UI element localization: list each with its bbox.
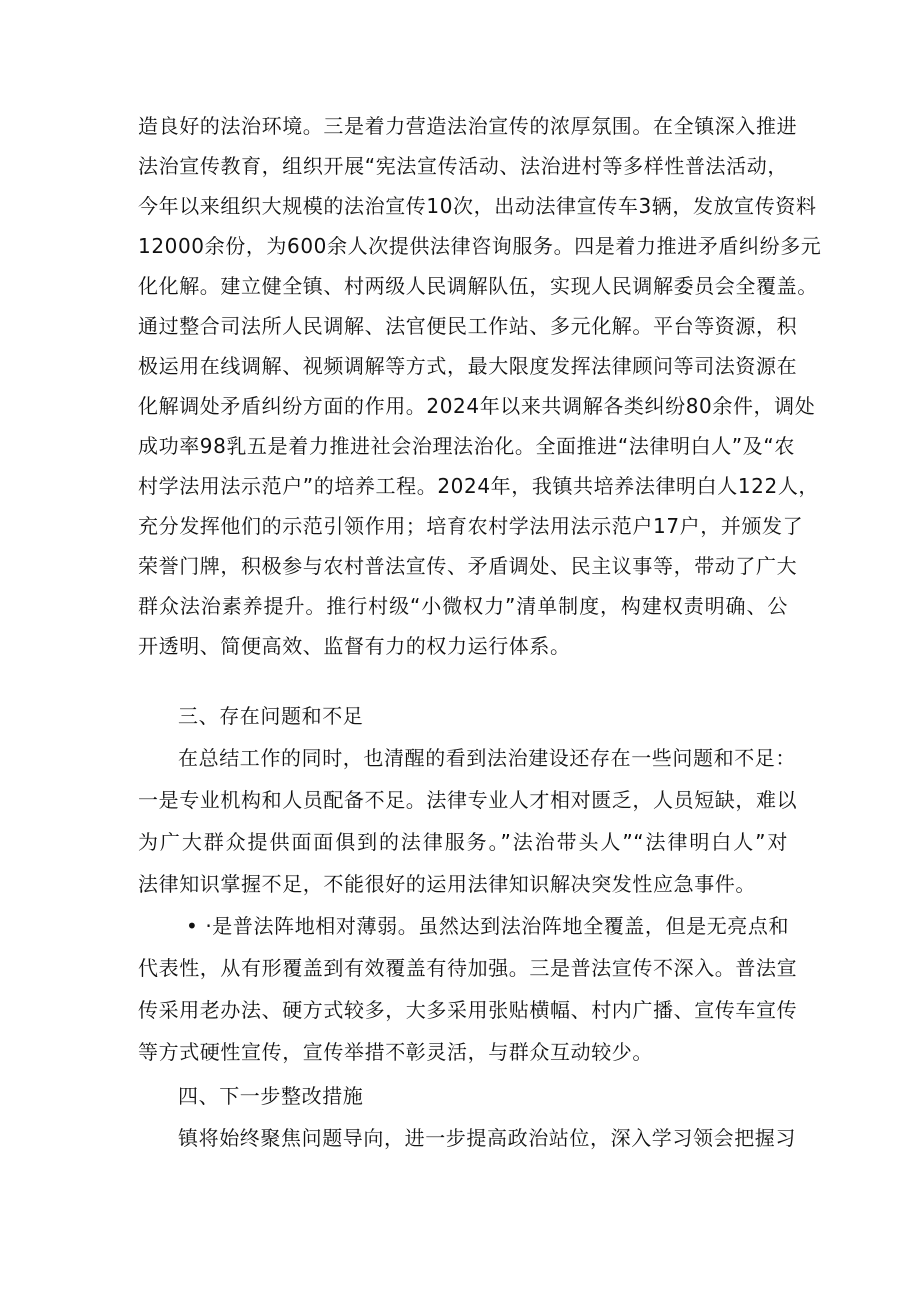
body-text-line: 法治宣传教育，组织开展“宪法宣传活动、法治进村等多样性普法活动， <box>138 154 788 178</box>
body-text-line: 为广大群众提供面面俱到的法律服务。”法治带头人”“法律明白人”对 <box>138 830 788 854</box>
body-text-line: 等方式硬性宣传，宣传举措不彰灵活，与群众互动较少。 <box>138 1040 653 1064</box>
body-text-line: 化解调处矛盾纠纷方面的作用。2024年以来共调解各类纠纷80余件，调处 <box>138 394 816 418</box>
body-text-line: 成功率98乳五是着力推进社会治理法治化。全面推进“法律明白人”及“农 <box>138 434 795 458</box>
body-text-line: 镇将始终聚焦问题导向，进一步提高政治站位，深入学习领会把握习 <box>178 1126 796 1150</box>
section-heading-4: 四、下一步整改措施 <box>178 1084 364 1108</box>
body-text-line: 极运用在线调解、视频调解等方式，最大限度发挥法律顾问等司法资源在 <box>138 354 798 378</box>
body-text-line: 今年以来组织大规模的法治宣传10次，出动法律宣传车3辆，发放宣传资料 <box>138 194 817 218</box>
body-text-line: 造良好的法治环境。三是着力营造法治宣传的浓厚氛围。在全镇深入推进 <box>138 114 798 138</box>
body-text-line: 村学法用法示范户”的培养工程。2024年，我镇共培养法律明白人122人， <box>138 474 820 498</box>
body-text-line: 群众法治素养提升。推行村级“小微权力”清单制度，构建权责明确、公 <box>138 594 788 618</box>
body-text-line: 在总结工作的同时，也清醒的看到法治建设还存在一些问题和不足： <box>178 746 796 770</box>
body-text-line: 荣誉门牌，积极参与农村普法宣传、矛盾调处、民主议事等，带动了广大 <box>138 554 798 578</box>
body-text-line: • ·是普法阵地相对薄弱。虽然达到法治阵地全覆盖，但是无亮点和 <box>186 914 790 938</box>
body-text-line: 充分发挥他们的示范引领作用；培育农村学法用法示范户17户，并颁发了 <box>138 514 804 538</box>
section-heading-3: 三、存在问题和不足 <box>178 704 364 728</box>
body-text-line: 12000余份，为600余人次提供法律咨询服务。四是着力推进矛盾纠纷多元 <box>138 234 822 258</box>
body-text-line: 化化解。建立健全镇、村两级人民调解队伍，实现人民调解委员会全覆盖。 <box>138 274 818 298</box>
body-text-line: 一是专业机构和人员配备不足。法律专业人才相对匮乏，人员短缺，难以 <box>138 788 798 812</box>
body-text-line: 开透明、简便高效、监督有力的权力运行体系。 <box>138 634 571 658</box>
body-text-line: 传采用老办法、硬方式较多，大多采用张贴横幅、村内广播、宣传车宣传 <box>138 998 798 1022</box>
body-text-line: 代表性，从有形覆盖到有效覆盖有待加强。三是普法宣传不深入。普法宣 <box>138 956 798 980</box>
body-text-line: 通过整合司法所人民调解、法官便民工作站、多元化解。平台等资源，积 <box>138 314 798 338</box>
body-text-line: 法律知识掌握不足，不能很好的运用法律知识解决突发性应急事件。 <box>138 872 756 896</box>
